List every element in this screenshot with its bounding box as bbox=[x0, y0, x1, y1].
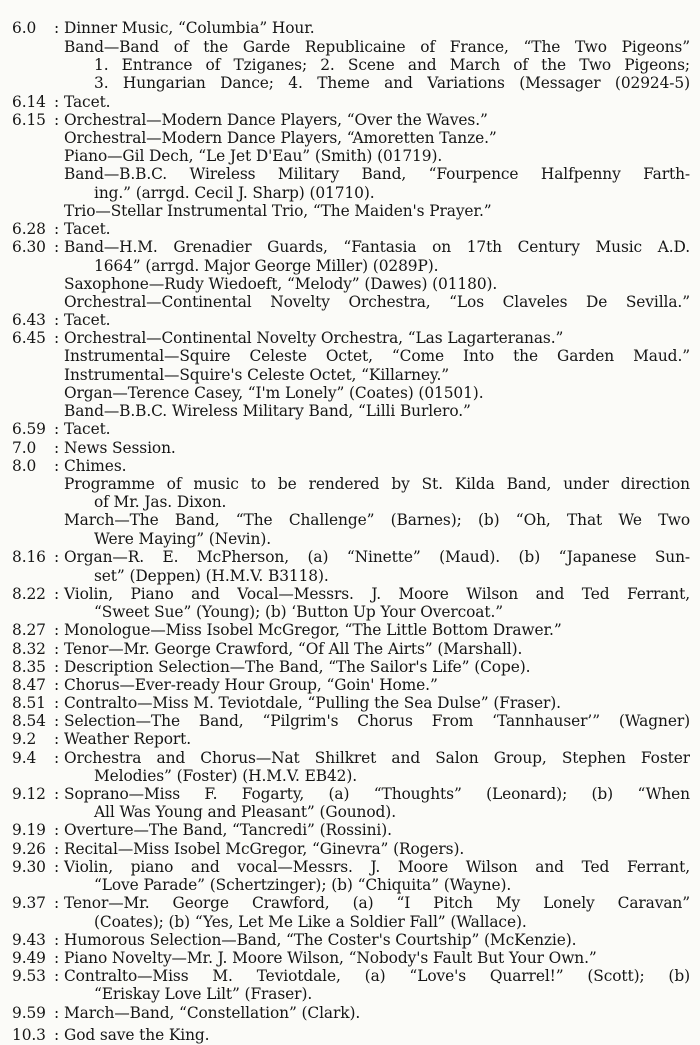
time-label: 9.4 bbox=[12, 749, 37, 767]
time-separator: : bbox=[54, 821, 60, 839]
time-label: 9.53 bbox=[12, 967, 46, 985]
programme-line bbox=[0, 346, 690, 366]
programme-line bbox=[0, 766, 690, 786]
time-separator: : bbox=[54, 1025, 60, 1044]
programme-text: Orchestral—Modern Dance Players, “Amoretten Tanze.” bbox=[64, 129, 497, 147]
time-separator: : bbox=[54, 840, 60, 858]
time-separator: : bbox=[54, 894, 60, 912]
time-separator: : bbox=[54, 311, 60, 329]
programme-text: All Was Young and Pleasant” (Gounod). bbox=[94, 803, 396, 821]
programme-text: Tacet. bbox=[64, 93, 111, 111]
programme-line bbox=[0, 657, 690, 677]
programme-text: of Mr. Jas. Dixon. bbox=[94, 493, 227, 511]
time-label: 6.45 bbox=[12, 329, 46, 347]
programme-line bbox=[0, 237, 690, 257]
programme-line bbox=[0, 37, 690, 57]
time-label: 8.54 bbox=[12, 712, 46, 730]
programme-line bbox=[0, 128, 690, 148]
programme-line bbox=[0, 73, 690, 93]
programme-line bbox=[0, 164, 690, 184]
programme-text: Overture—The Band, “Tancredi” (Rossini). bbox=[64, 821, 392, 839]
time-separator: : bbox=[54, 676, 60, 694]
time-label: 6.28 bbox=[12, 220, 46, 238]
programme-text: Weather Report. bbox=[64, 730, 192, 748]
programme-text: “Love Parade” (Schertzinger); (b) “Chiquita” (Wayne). bbox=[94, 876, 512, 894]
programme-line bbox=[0, 729, 690, 749]
time-separator: : bbox=[54, 439, 60, 457]
programme-text: Violin, piano and vocal—Messrs. J. Moore Wilson and Ted Ferrant, bbox=[64, 858, 690, 876]
programme-line bbox=[0, 584, 690, 604]
time-separator: : bbox=[54, 329, 60, 347]
programme-line bbox=[0, 510, 690, 530]
programme-text: Tenor—Mr. George Crawford, “Of All The Airts” (Marshall). bbox=[64, 640, 523, 658]
time-label: 8.22 bbox=[12, 585, 46, 603]
programme-line bbox=[0, 857, 690, 877]
programme-line bbox=[0, 711, 690, 731]
time-label: 6.59 bbox=[12, 420, 46, 438]
time-separator: : bbox=[54, 694, 60, 712]
programme-text: Recital—Miss Isobel McGregor, “Ginevra” (Rogers). bbox=[64, 840, 465, 858]
time-label: 9.49 bbox=[12, 949, 46, 967]
programme-text: Orchestra and Chorus—Nat Shilkret and Salon Group, Stephen Foster bbox=[64, 749, 690, 767]
programme-line bbox=[0, 183, 690, 203]
programme-line bbox=[0, 1025, 690, 1045]
time-separator: : bbox=[54, 548, 60, 566]
programme-line bbox=[0, 92, 690, 112]
programme-text: Tacet. bbox=[64, 311, 111, 329]
programme-line bbox=[0, 274, 690, 294]
time-label: 6.0 bbox=[12, 19, 37, 37]
programme-text: Tacet. bbox=[64, 220, 111, 238]
programme-text: Band—B.B.C. Wireless Military Band, “Fourpence Halfpenny Farth- bbox=[64, 165, 690, 183]
programme-text: Contralto—Miss M. Teviotdale, “Pulling the Sea Dulse” (Fraser). bbox=[64, 694, 561, 712]
programme-text: Programme of music to be rendered by St. Kilda Band, under direction bbox=[64, 475, 690, 493]
programme-line bbox=[0, 219, 690, 239]
time-separator: : bbox=[54, 640, 60, 658]
time-separator: : bbox=[54, 585, 60, 603]
programme-text: Melodies” (Foster) (H.M.V. EB42). bbox=[94, 767, 358, 785]
time-label: 8.16 bbox=[12, 548, 46, 566]
time-separator: : bbox=[54, 1004, 60, 1022]
time-label: 9.2 bbox=[12, 730, 37, 748]
programme-text: Violin, Piano and Vocal—Messrs. J. Moore Wilson and Ted Ferrant, bbox=[64, 585, 690, 603]
programme-text: Chorus—Ever-ready Hour Group, “Goin' Home.” bbox=[64, 676, 438, 694]
programme-line bbox=[0, 620, 690, 640]
programme-line bbox=[0, 893, 690, 913]
programme-text: 3. Hungarian Dance; 4. Theme and Variations (Messager (02924-5) bbox=[94, 74, 690, 92]
programme-line bbox=[0, 292, 690, 312]
time-separator: : bbox=[54, 220, 60, 238]
programme-text: Organ—R. E. McPherson, (a) “Ninette” (Maud). (b) “Japanese Sun- bbox=[64, 548, 690, 566]
programme-line bbox=[0, 110, 690, 130]
programme-text: Description Selection—The Band, “The Sailor's Life” (Cope). bbox=[64, 658, 531, 676]
programme-line bbox=[0, 365, 690, 385]
programme-text: March—Band, “Constellation” (Clark). bbox=[64, 1004, 361, 1022]
time-label: 7.0 bbox=[12, 439, 37, 457]
programme-text: News Session. bbox=[64, 439, 176, 457]
programme-line bbox=[0, 146, 690, 166]
programme-line bbox=[0, 256, 690, 276]
time-separator: : bbox=[54, 967, 60, 985]
programme-text: Orchestral—Modern Dance Players, “Over the Waves.” bbox=[64, 111, 488, 129]
time-label: 9.19 bbox=[12, 821, 46, 839]
time-label: 9.26 bbox=[12, 840, 46, 858]
programme-text: 1664” (arrgd. Major George Miller) (0289P). bbox=[94, 257, 439, 275]
programme-text: Selection—The Band, “Pilgrim's Chorus From ‘Tannhauser’” (Wagner) bbox=[64, 712, 690, 730]
programme-line bbox=[0, 474, 690, 494]
programme-text: Contralto—Miss M. Teviotdale, (a) “Love's Quarrel!” (Scott); (b) bbox=[64, 967, 690, 985]
time-label: 8.32 bbox=[12, 640, 46, 658]
programme-line bbox=[0, 930, 690, 950]
time-label: 9.37 bbox=[12, 894, 46, 912]
time-label: 8.0 bbox=[12, 457, 37, 475]
programme-text: Trio—Stellar Instrumental Trio, “The Maiden's Prayer.” bbox=[64, 202, 492, 220]
programme-line bbox=[0, 1003, 690, 1023]
time-label: 8.47 bbox=[12, 676, 46, 694]
time-label: 6.14 bbox=[12, 93, 46, 111]
time-separator: : bbox=[54, 749, 60, 767]
programme-text: Tacet. bbox=[64, 420, 111, 438]
time-separator: : bbox=[54, 457, 60, 475]
programme-line bbox=[0, 839, 690, 859]
programme-line bbox=[0, 456, 690, 476]
programme-text: Orchestral—Continental Novelty Orchestra, “Las Lagarteranas.” bbox=[64, 329, 564, 347]
programme-line bbox=[0, 820, 690, 840]
programme-text: Humorous Selection—Band, “The Coster's Courtship” (McKenzie). bbox=[64, 931, 577, 949]
time-label: 10.3 bbox=[12, 1025, 46, 1044]
programme-line bbox=[0, 748, 690, 768]
programme-line bbox=[0, 419, 690, 439]
programme-text: Band—H.M. Grenadier Guards, “Fantasia on 17th Century Music A.D. bbox=[64, 238, 690, 256]
programme-line bbox=[0, 602, 690, 622]
programme-line bbox=[0, 201, 690, 221]
programme-line bbox=[0, 547, 690, 567]
time-label: 8.35 bbox=[12, 658, 46, 676]
programme-line bbox=[0, 784, 690, 804]
time-separator: : bbox=[54, 621, 60, 639]
time-label: 6.15 bbox=[12, 111, 46, 129]
time-label: 9.59 bbox=[12, 1004, 46, 1022]
programme-text: Tenor—Mr. George Crawford, (a) “I Pitch My Lonely Caravan” bbox=[64, 894, 690, 912]
programme-line bbox=[0, 566, 690, 586]
programme-line bbox=[0, 912, 690, 932]
programme-line bbox=[0, 984, 690, 1004]
programme-text: “Sweet Sue” (Young); (b) ‘Button Up Your Overcoat.” bbox=[94, 603, 504, 621]
programme-text: (Coates); (b) “Yes, Let Me Like a Soldier Fall” (Wallace). bbox=[94, 913, 527, 931]
programme-text: Band—B.B.C. Wireless Military Band, “Lilli Burlero.” bbox=[64, 402, 471, 420]
programme-text: Instrumental—Squire Celeste Octet, “Come Into the Garden Maud.” bbox=[64, 347, 690, 365]
programme-text: March—The Band, “The Challenge” (Barnes); (b) “Oh, That We Two bbox=[64, 511, 690, 529]
time-separator: : bbox=[54, 949, 60, 967]
programme-text: Chimes. bbox=[64, 457, 127, 475]
programme-line bbox=[0, 55, 690, 75]
programme-line bbox=[0, 529, 690, 549]
time-separator: : bbox=[54, 420, 60, 438]
programme-text: Were Maying” (Nevin). bbox=[94, 530, 272, 548]
programme-text: Band—Band of the Garde Republicaine of France, “The Two Pigeons” bbox=[64, 38, 690, 56]
time-label: 9.12 bbox=[12, 785, 46, 803]
programme-line bbox=[0, 966, 690, 986]
time-separator: : bbox=[54, 658, 60, 676]
programme-line bbox=[0, 875, 690, 895]
time-label: 6.43 bbox=[12, 311, 46, 329]
time-separator: : bbox=[54, 238, 60, 256]
time-label: 8.51 bbox=[12, 694, 46, 712]
programme-line bbox=[0, 948, 690, 968]
programme-text: Dinner Music, “Columbia” Hour. bbox=[64, 19, 315, 37]
programme-text: Instrumental—Squire's Celeste Octet, “Killarney.” bbox=[64, 366, 450, 384]
programme-line bbox=[0, 639, 690, 659]
time-separator: : bbox=[54, 858, 60, 876]
programme-text: Soprano—Miss F. Fogarty, (a) “Thoughts” (Leonard); (b) “When bbox=[64, 785, 690, 803]
programme-text: set” (Deppen) (H.M.V. B3118). bbox=[94, 567, 329, 585]
programme-text: Piano—Gil Dech, “Le Jet D'Eau” (Smith) (01719). bbox=[64, 147, 443, 165]
time-separator: : bbox=[54, 712, 60, 730]
time-separator: : bbox=[54, 785, 60, 803]
time-separator: : bbox=[54, 93, 60, 111]
programme-text: Organ—Terence Casey, “I'm Lonely” (Coates) (01501). bbox=[64, 384, 484, 402]
programme-text: 1. Entrance of Tziganes; 2. Scene and March of the Two Pigeons; bbox=[94, 56, 690, 74]
time-separator: : bbox=[54, 931, 60, 949]
programme-line bbox=[0, 310, 690, 330]
programme-line bbox=[0, 492, 690, 512]
programme-line bbox=[0, 328, 690, 348]
time-label: 9.30 bbox=[12, 858, 46, 876]
time-separator: : bbox=[54, 111, 60, 129]
programme-line bbox=[0, 438, 690, 458]
programme-line bbox=[0, 401, 690, 421]
programme-text: Saxophone—Rudy Wiedoeft, “Melody” (Dawes) (01180). bbox=[64, 275, 498, 293]
programme-line bbox=[0, 18, 690, 38]
programme-line bbox=[0, 693, 690, 713]
time-label: 9.43 bbox=[12, 931, 46, 949]
time-separator: : bbox=[54, 730, 60, 748]
programme-text: “Eriskay Love Lilt” (Fraser). bbox=[94, 985, 313, 1003]
programme-text: Monologue—Miss Isobel McGregor, “The Little Bottom Drawer.” bbox=[64, 621, 562, 639]
time-label: 6.30 bbox=[12, 238, 46, 256]
programme-line bbox=[0, 802, 690, 822]
programme-text: Orchestral—Continental Novelty Orchestra, “Los Claveles De Sevilla.” bbox=[64, 293, 690, 311]
programme-text: ing.” (arrgd. Cecil J. Sharp) (01710). bbox=[94, 184, 375, 202]
time-label: 8.27 bbox=[12, 621, 46, 639]
programme-line bbox=[0, 383, 690, 403]
time-separator: : bbox=[54, 19, 60, 37]
programme-text: God save the King. bbox=[64, 1025, 210, 1044]
programme-text: Piano Novelty—Mr. J. Moore Wilson, “Nobody's Fault But Your Own.” bbox=[64, 949, 597, 967]
programme-line bbox=[0, 675, 690, 695]
